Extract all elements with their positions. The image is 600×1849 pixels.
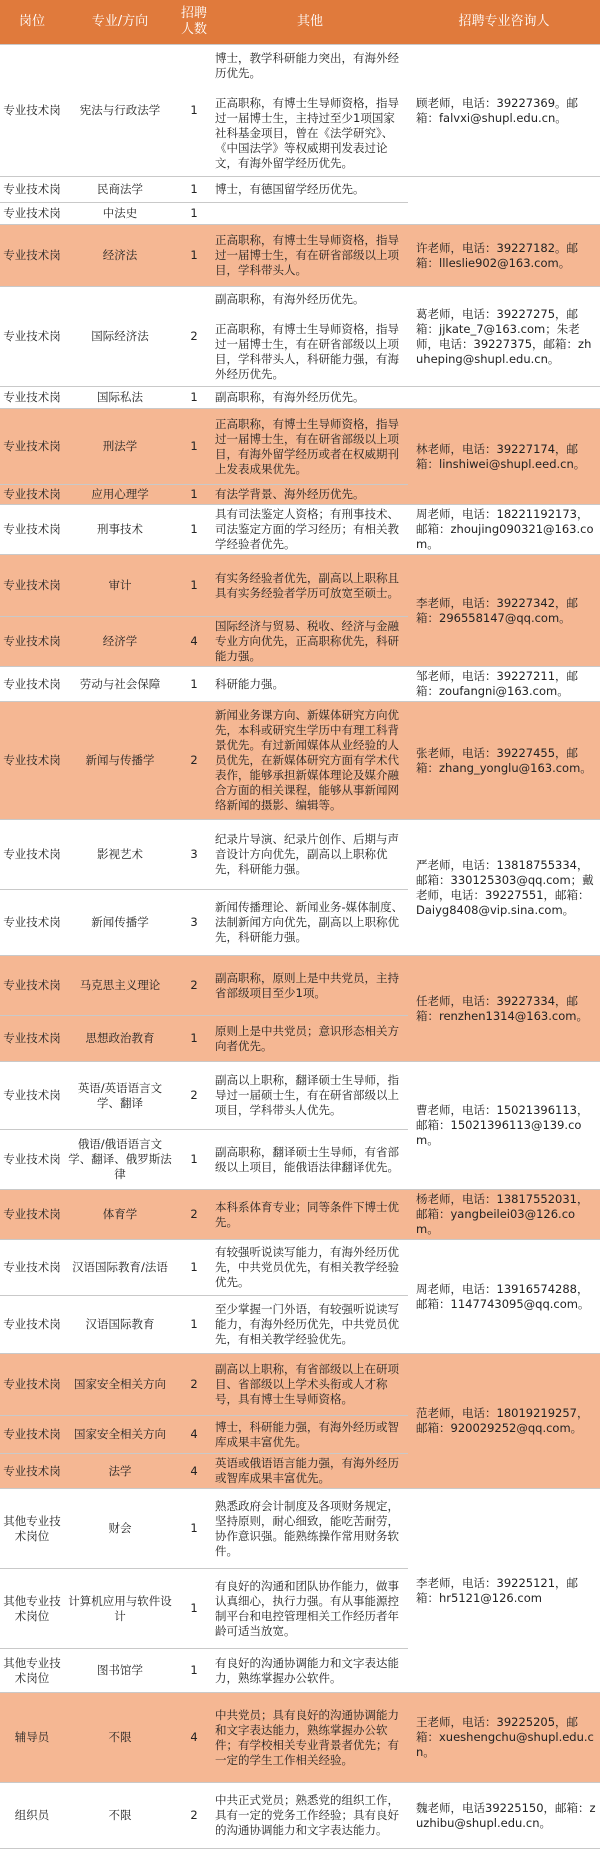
row-post: 专业技术岗 xyxy=(0,1190,64,1240)
row-other: 博士，科研能力强，有海外经历或智库成果丰富优先。 xyxy=(212,1416,408,1454)
row-post: 专业技术岗 xyxy=(0,203,64,225)
row-major: 法学 xyxy=(64,1454,176,1489)
header-major: 专业/方向 xyxy=(64,0,176,45)
row-count: 2 xyxy=(176,702,212,820)
row-major: 不限 xyxy=(64,1693,176,1783)
row-other: 英语或俄语语言能力强，有海外经历或智库成果丰富优先。 xyxy=(212,1454,408,1489)
row-major: 劳动与社会保障 xyxy=(64,667,176,702)
row-other: 副高职称，原则上是中共党员，主持省部级项目至少1项。 xyxy=(212,956,408,1016)
row-contact: 魏老师，电话39225150，邮箱：zuzhibu@shupl.edu.cn。 xyxy=(408,1783,600,1849)
row-post: 专业技术岗 xyxy=(0,409,64,485)
header-count: 招聘 人数 xyxy=(176,0,212,45)
row-other: 本科系体育专业；同等条件下博士优先。 xyxy=(212,1190,408,1240)
row-count: 1 xyxy=(176,45,212,177)
row-post: 专业技术岗 xyxy=(0,1296,64,1354)
row-contact: 林老师，电话：39227174，邮箱：linshiwei@shupl.eed.cn。 xyxy=(408,409,600,505)
row-contact xyxy=(408,177,600,225)
row-post: 专业技术岗 xyxy=(0,1454,64,1489)
row-major: 体育学 xyxy=(64,1190,176,1240)
row-contact: 周老师，电话：13916574288，邮箱：1147743095@qq.com。 xyxy=(408,1240,600,1354)
row-other: 副高职称，翻译硕士生导师，有省部级以上项目，能俄语法律翻译优先。 xyxy=(212,1130,408,1190)
row-other: 有法学背景、海外经历优先。 xyxy=(212,485,408,505)
row-post: 其他专业技术岗位 xyxy=(0,1489,64,1569)
row-count: 1 xyxy=(176,1649,212,1693)
row-post: 专业技术岗 xyxy=(0,485,64,505)
row-count: 4 xyxy=(176,617,212,667)
row-other: 科研能力强。 xyxy=(212,667,408,702)
row-post: 专业技术岗 xyxy=(0,1062,64,1130)
row-major: 民商法学 xyxy=(64,177,176,203)
row-count: 1 xyxy=(176,1569,212,1649)
row-other: 新闻传播理论、新闻业务-媒体制度、法制新闻方向优先，副高以上职称优先，科研能力强。 xyxy=(212,890,408,956)
row-count: 2 xyxy=(176,1783,212,1849)
row-post: 专业技术岗 xyxy=(0,820,64,890)
row-post: 专业技术岗 xyxy=(0,617,64,667)
row-other: 正高职称，有博士生导师资格，指导过一届博士生，有在研省部级以上项目，有海外留学经历或者在权威期刊上发表成果优先。 xyxy=(212,409,408,485)
row-major: 图书馆学 xyxy=(64,1649,176,1693)
row-post: 专业技术岗 xyxy=(0,702,64,820)
table-row xyxy=(0,45,600,177)
row-major: 审计 xyxy=(64,555,176,617)
row-post: 专业技术岗 xyxy=(0,287,64,387)
row-major: 马克思主义理论 xyxy=(64,956,176,1016)
row-contact: 张老师，电话：39227455，邮箱：zhang_yonglu@163.com。 xyxy=(408,702,600,820)
table-row xyxy=(0,409,600,485)
header-post: 岗位 xyxy=(0,0,64,45)
table-row xyxy=(0,1354,600,1416)
row-contact: 顾老师，电话：39227369。邮箱：falvxi@shupl.edu.cn。 xyxy=(408,45,600,177)
row-contact: 范老师，电话：18019219257，邮箱：920029252@qq.com。 xyxy=(408,1354,600,1489)
row-count: 1 xyxy=(176,387,212,409)
header-other: 其他 xyxy=(212,0,408,45)
table-row xyxy=(0,667,600,702)
row-count: 3 xyxy=(176,820,212,890)
row-other: 正高职称，有博士生导师资格，指导过一届博士生，有在研省部级以上项目，学科带头人。 xyxy=(212,225,408,287)
row-post: 专业技术岗 xyxy=(0,1416,64,1454)
row-other: 副高以上职称，有省部级以上在研项目、省部级以上学术头衔或人才称号，具有博士生导师资格。 xyxy=(212,1354,408,1416)
row-major: 思想政治教育 xyxy=(64,1016,176,1062)
row-count: 2 xyxy=(176,1190,212,1240)
row-contact: 周老师，电话：18221192173，邮箱：zhoujing090321@163.com。 xyxy=(408,505,600,555)
row-major: 俄语/俄语语言文学、翻译、俄罗斯法律 xyxy=(64,1130,176,1190)
table-row xyxy=(0,505,600,555)
row-count: 1 xyxy=(176,225,212,287)
row-count: 3 xyxy=(176,890,212,956)
row-post: 专业技术岗 xyxy=(0,177,64,203)
table-row xyxy=(0,387,600,409)
row-other: 博士，有德国留学经历优先。 xyxy=(212,177,408,203)
table-row xyxy=(0,956,600,1016)
table-row xyxy=(0,1693,600,1783)
row-major: 中法史 xyxy=(64,203,176,225)
row-other: 至少掌握一门外语，有较强听说读写能力，有海外经历优先，中共党员优先，有相关教学经验优先。 xyxy=(212,1296,408,1354)
table-row xyxy=(0,1190,600,1240)
table-row xyxy=(0,1489,600,1569)
row-count: 2 xyxy=(176,956,212,1016)
table-row xyxy=(0,287,600,387)
row-major: 英语/英语语言文学、翻译 xyxy=(64,1062,176,1130)
row-major: 新闻传播学 xyxy=(64,890,176,956)
row-contact: 严老师，电话：13818755334，邮箱：330125303@qq.com；戴老师，电话：39227551，邮箱：Daiyg8408@vip.sina.com。 xyxy=(408,820,600,956)
row-other: 有良好的沟通和团队协作能力，做事认真细心，执行力强。有从事能源控制平台和电控管理相关工作经历者年龄可适当放宽。 xyxy=(212,1569,408,1649)
row-count: 2 xyxy=(176,287,212,387)
row-count: 4 xyxy=(176,1693,212,1783)
table-row xyxy=(0,820,600,890)
row-other: 有较强听说读写能力，有海外经历优先，中共党员优先，有相关教学经验优先。 xyxy=(212,1240,408,1296)
row-major: 汉语国际教育 xyxy=(64,1296,176,1354)
row-post: 专业技术岗 xyxy=(0,1354,64,1416)
row-count: 1 xyxy=(176,1130,212,1190)
row-count: 2 xyxy=(176,1354,212,1416)
row-other: 副高以上职称，翻译硕士生导师，指导过一届硕士生，有在研省部级以上项目，学科带头人优先。 xyxy=(212,1062,408,1130)
row-major: 刑法学 xyxy=(64,409,176,485)
row-count: 4 xyxy=(176,1454,212,1489)
row-post: 专业技术岗 xyxy=(0,956,64,1016)
row-other: 国际经济与贸易、税收、经济与金融专业方向优先，正高职称优先，科研能力强。 xyxy=(212,617,408,667)
row-major: 新闻与传播学 xyxy=(64,702,176,820)
row-major: 宪法与行政法学 xyxy=(64,45,176,177)
row-major: 不限 xyxy=(64,1783,176,1849)
table-row xyxy=(0,555,600,617)
row-contact: 王老师，电话：39225205，邮箱：xueshengchu@shupl.edu.cn。 xyxy=(408,1693,600,1783)
row-other: 原则上是中共党员；意识形态相关方向者优先。 xyxy=(212,1016,408,1062)
row-count: 1 xyxy=(176,555,212,617)
row-major: 国家安全相关方向 xyxy=(64,1354,176,1416)
row-count: 1 xyxy=(176,485,212,505)
row-other: 副高职称，有海外经历优先。 正高职称，有博士生导师资格，指导过一届博士生，有在研省部级以上项目，学科带头人，科研能力强，有海外经历优先。 xyxy=(212,287,408,387)
row-contact: 许老师，电话：39227182。邮箱：llleslie902@163.com。 xyxy=(408,225,600,287)
row-post: 专业技术岗 xyxy=(0,1240,64,1296)
row-post: 其他专业技术岗位 xyxy=(0,1569,64,1649)
row-other: 新闻业务课方向、新媒体研究方向优先，本科或研究生学历中有理工科背景优先。有过新闻媒体从业经验的人员优先，在新媒体研究方面有学术代表作，能够承担新媒体理论及媒介融合方面的相关课程，能够从事新闻网络新闻的摄影、编辑等。 xyxy=(212,702,408,820)
row-post: 专业技术岗 xyxy=(0,225,64,287)
row-major: 经济学 xyxy=(64,617,176,667)
row-count: 4 xyxy=(176,1416,212,1454)
row-major: 国家安全相关方向 xyxy=(64,1416,176,1454)
row-count: 1 xyxy=(176,203,212,225)
row-major: 应用心理学 xyxy=(64,485,176,505)
row-post: 专业技术岗 xyxy=(0,387,64,409)
row-major: 汉语国际教育/法语 xyxy=(64,1240,176,1296)
row-contact: 李老师，电话：39225121，邮箱：hr5121@126.com xyxy=(408,1489,600,1693)
row-major: 财会 xyxy=(64,1489,176,1569)
table-row xyxy=(0,1062,600,1130)
row-count: 1 xyxy=(176,1016,212,1062)
row-other: 中共党员；具有良好的沟通协调能力和文字表达能力，熟练掌握办公软件；有学校相关专业背景者优先；有一定的学生工作相关经验。 xyxy=(212,1693,408,1783)
row-other: 博士，教学科研能力突出，有海外经历优先。 正高职称，有博士生导师资格，指导过一届博士生，主持过至少1项国家社科基金项目，曾在《法学研究》、《中国法学》等权威期刊发表过论文，有海外留学经历优先。 xyxy=(212,45,408,177)
row-other: 熟悉政府会计制度及各项财务规定，坚持原则，耐心细致，能吃苦耐劳，协作意识强。能熟练操作常用财务软件。 xyxy=(212,1489,408,1569)
header-contact: 招聘专业咨询人 xyxy=(408,0,600,45)
row-other: 具有司法鉴定人资格；有刑事技术、司法鉴定方面的学习经历；有相关教学经验者优先。 xyxy=(212,505,408,555)
table-row xyxy=(0,1783,600,1849)
row-other: 纪录片导演、纪录片创作、后期与声音设计方向优先，副高以上职称优先，科研能力强。 xyxy=(212,820,408,890)
row-contact: 邹老师，电话：39227211，邮箱：zoufangni@163.com。 xyxy=(408,667,600,702)
row-major: 国际私法 xyxy=(64,387,176,409)
table-header xyxy=(0,0,600,45)
row-post: 辅导员 xyxy=(0,1693,64,1783)
row-other: 中共正式党员；熟悉党的组织工作，具有一定的党务工作经验；具有良好的沟通协调能力和文字表达能力。 xyxy=(212,1783,408,1849)
row-count: 1 xyxy=(176,505,212,555)
row-count: 1 xyxy=(176,177,212,203)
row-post: 专业技术岗 xyxy=(0,45,64,177)
row-contact: 杨老师，电话：13817552031，邮箱：yangbeilei03@126.com。 xyxy=(408,1190,600,1240)
table-row xyxy=(0,225,600,287)
row-post: 专业技术岗 xyxy=(0,890,64,956)
row-major: 经济法 xyxy=(64,225,176,287)
row-major: 国际经济法 xyxy=(64,287,176,387)
row-contact: 任老师，电话：39227334，邮箱：renzhen1314@163.com。 xyxy=(408,956,600,1062)
row-count: 2 xyxy=(176,1062,212,1130)
row-other: 有实务经验者优先，副高以上职称且具有实务经验者学历可放宽至硕士。 xyxy=(212,555,408,617)
table-row xyxy=(0,702,600,820)
row-count: 1 xyxy=(176,1296,212,1354)
row-count: 1 xyxy=(176,409,212,485)
row-post: 组织员 xyxy=(0,1783,64,1849)
row-count: 1 xyxy=(176,1240,212,1296)
row-major: 刑事技术 xyxy=(64,505,176,555)
row-contact: 李老师，电话：39227342，邮箱：296558147@qq.com。 xyxy=(408,555,600,667)
row-post: 专业技术岗 xyxy=(0,1016,64,1062)
row-post: 专业技术岗 xyxy=(0,505,64,555)
row-post: 其他专业技术岗位 xyxy=(0,1649,64,1693)
row-contact: 曹老师，电话：15021396113，邮箱：15021396113@139.com。 xyxy=(408,1062,600,1190)
row-post: 专业技术岗 xyxy=(0,667,64,702)
row-contact: 葛老师，电话：39227275，邮箱：jjkate_7@163.com；朱老师，电话：39227375，邮箱：zhuheping@shupl.edu.cn。 xyxy=(408,287,600,387)
row-post: 专业技术岗 xyxy=(0,1130,64,1190)
row-other: 有良好的沟通协调能力和文字表达能力，熟练掌握办公软件。 xyxy=(212,1649,408,1693)
row-major: 计算机应用与软件设计 xyxy=(64,1569,176,1649)
row-major: 影视艺术 xyxy=(64,820,176,890)
row-count: 1 xyxy=(176,1489,212,1569)
table-row xyxy=(0,177,600,203)
row-count: 1 xyxy=(176,667,212,702)
table-row xyxy=(0,1240,600,1296)
row-other: 副高职称，有海外经历优先。 xyxy=(212,387,408,409)
row-other xyxy=(212,203,408,225)
row-contact xyxy=(408,387,600,409)
row-post: 专业技术岗 xyxy=(0,555,64,617)
